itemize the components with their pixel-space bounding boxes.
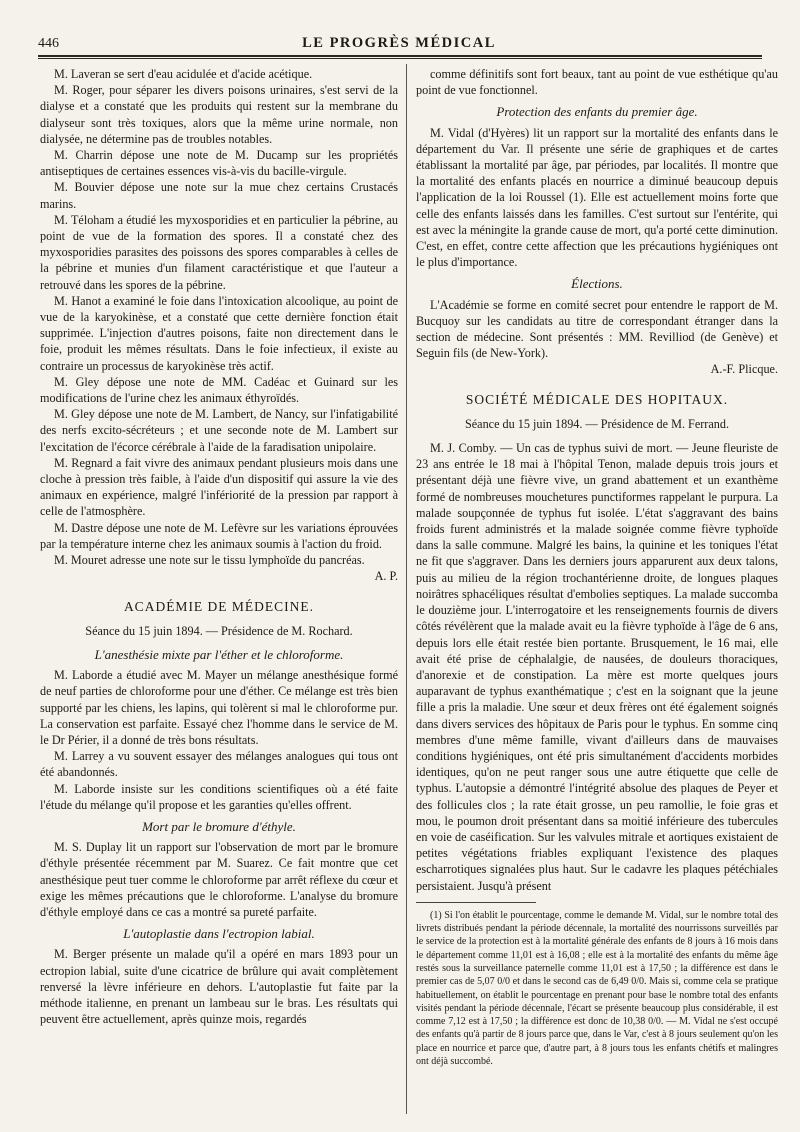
paragraph: M. Gley dépose une note de M. Lambert, de Nancy, sur l'infatigabilité des nerfs excito-sécréteurs ; et une seconde note de M. Lambert sur l'excitation de l'écorce cérébrale à l'aide de la faradisation unipolaire. — [40, 407, 398, 454]
paragraph: M. Dastre dépose une note de M. Lefèvre sur les variations éprouvées par la température interne chez les animaux soumis à l'action du froid. — [40, 520, 398, 551]
paragraph: M. Regnard a fait vivre des animaux pendant plusieurs mois dans une cloche à pression très faible, à l'aide d'un dispositif qui assure la vie des animaux en expérience, malgré l'infériorité de la pression par rapport à celle de l'atmosphère. — [40, 455, 398, 519]
footnote-rule — [416, 902, 536, 903]
paragraph: M. Larrey a vu souvent essayer des mélanges analogues qui tous ont été abandonnés. — [40, 749, 398, 780]
header-rule-thin — [38, 58, 762, 59]
paragraph: M. Gley dépose une note de MM. Cadéac et Guinard sur les modifications de l'urine chez les animaux éthyroïdés. — [40, 374, 398, 406]
seance-line: Séance du 15 juin 1894. — Présidence de M. Rochard. — [85, 623, 353, 638]
paragraph: M. Laborde insiste sur les conditions scientifiques où a été faite l'étude du mélange qu'il propose et les garanties qu'elles offrent. — [40, 781, 398, 812]
signature: A. P. — [374, 569, 398, 584]
paragraph: M. Hanot a examiné le foie dans l'intoxication alcoolique, au point de vue de la karyokinèse, et a constaté que cette dernière fonction était supprimée. L'injection d'autres poisons, faite non directement dans le foie, produit les mêmes résultats. Dans le foie infectieux, il existe au contraire un processus de karyokinèse très actif. — [40, 293, 398, 373]
paragraph: M. Charrin dépose une note de M. Ducamp sur les propriétés antiseptiques de certaines essences vis-à-vis du bacille-virgule. — [40, 148, 398, 179]
subheading: Élections. — [571, 276, 623, 292]
paragraph: comme définitifs sont fort beaux, tant au point de vue esthétique qu'au point de vue fonctionnel. — [416, 67, 778, 98]
subheading: L'anesthésie mixte par l'éther et le chloroforme. — [94, 646, 344, 662]
subheading: Protection des enfants du premier âge. — [496, 104, 698, 120]
paragraph: M. Laborde a étudié avec M. Mayer un mélange anesthésique formé de neuf parties de chloroforme pour une d'éther. Ce mélange est très bien supporté par les chiens, les lapins, qui tolèrent si mal le chloroforme pur. La conservation est parfaite. Essayé chez l'homme dans le service de M. le Dr Périer, il a donné de très bons résultats. — [40, 668, 398, 747]
page-header — [38, 30, 760, 52]
section-title: ACADÉMIE DE MÉDECINE. — [123, 598, 315, 614]
paragraph: M. Bouvier dépose une note sur la mue chez certains Crustacés marins. — [40, 180, 398, 211]
header-rule — [38, 55, 762, 57]
paragraph: M. J. Comby. — Un cas de typhus suivi de mort. — Jeune fleuriste de 23 ans entrée le 18 mai à l'hôpital Tenon, malade depuis trois jours et présentant déjà une fièvre vive, un grand abattement et un exanthème formé de nombreuses mouchetures punctiformes rappelant le purpura. La malade soupçonnée de typhus fut isolée. L'état s'aggravant des bains froids furent administrés et la malade soignée comme fièvre typhoïde dans la salle commune. Malgré les bains, la quinine et les toniques l'état ne fit que s'aggraver. Dans les derniers jours apparurent aux deux talons, puis au milieu de la région trochantérienne droite, de longues plaques noirâtres sphacéliques résultat d'embolies septiques. La malade succomba le douzième jour. L'interrogatoire et les renseignements fournis de divers côtés révélèrent que la malade avait eu la fièvre typhoïde à l'âge de 6 ans, depuis lors elle était restée bien portante. Brusquement, le 16 mai, elle avait été prise de céphalalgie, de nausées, de douleurs thoraciques, d'anorexie et de constipation. La mère est morte quelques jours auparavant de typhus exanthématique ; c'est en la soignant que la jeune fille a pris la maladie. Une sœur et deux frères ont été également soignés dans divers services des hôpitaux de Paris pour le typhus. En somme cinq membres d'une même famille, vivant d'ailleurs dans de mauvaises conditions hygiéniques, ont été pris simultanément d'accidents morbides identiques, qu'on ne peut ranger sous une autre étiquette que celle de typhus. L'autopsie a démontré l'intégrité absolue des plaques de Peyer et des follicules clos ; la rate était grosse, un peu ramollie, le foie gras et mou, le poumon droit présentant dans sa moitié inférieure des tubercules en voie de caséification. Sur les valvules mitrale et aortiques existaient de petites végétations friables expliquant l'existence des plaques escharrotiques signalées plus haut. Sur le cadavre les plaques pétéchiales persistaient. Jusqu'à présent — [416, 441, 778, 893]
paragraph: M. Laveran se sert d'eau acidulée et d'acide acétique. — [54, 67, 313, 81]
seance-line: Séance du 15 juin 1894. — Présidence de M. Ferrand. — [464, 416, 729, 431]
journal-title: LE PROGRÈS MÉDICAL — [302, 35, 496, 51]
left-column — [40, 66, 398, 1027]
section-title: SOCIÉTÉ MÉDICALE DES HOPITAUX. — [465, 391, 729, 407]
right-column — [416, 66, 778, 1068]
subheading: Mort par le bromure d'éthyle. — [142, 818, 296, 834]
column-divider — [406, 64, 407, 1114]
paragraph: M. Berger présente un malade qu'il a opéré en mars 1893 pour un ectropion labial, suite d'une cicatrice de brûlure qui avait complètement renversé la lèvre inférieure en dehors. L'autoplastie fut faite par la méthode italienne, en prenant un lambeau sur le bras. Les résultats qui peuvent être actuellement, après quinze mois, regardés — [40, 947, 398, 1027]
page-number: 446 — [38, 36, 59, 51]
paragraph: M. S. Duplay lit un rapport sur l'observation de mort par le bromure d'éthyle présentée récemment par M. Suarez. Ce fait montre que cet anesthésique peut tuer comme le chloroforme par arrêt réflexe du cœur et exige les mêmes précautions que le chloroforme. L'analyse du bromure d'éthyle employé dans ce cas a montré sa pureté parfaite. — [40, 840, 398, 919]
footnote: (1) Si l'on établit le pourcentage, comme le demande M. Vidal, sur le nombre total des livrets distribués pendant la période décennale, la mortalité des nourrissons surveillés par le service de la protection est à la mortalité générale des enfants de 8 jours à 16 mois dans le département comme 11,01 est à 16,08 ; elle est à la mortalité des enfants du même âge restés sous la surveillance paternelle comme 11,01 est à 17,50 ; la différence est dans le premier cas de 5,07 0/0 et dans le second cas de 6,49 0/0. Mais si, comme cela se pratique habituellement, on établit le pourcentage en prenant pour base le nombre total des enfants visités pendant la période décennale, l'écart se présente beaucoup plus considérable, il est comme 7,12 est à 17,50 ; la différence est donc de 10,38 0/0. — M. Vidal ne s'est occupé des enfants qu'à partir de 8 jours parce que, dans le Var, c'est à 8 jours seulement qu'on les place en nourrice et parce que, d'autre part, à 8 jours tous les enfants chétifs et malingres ont déjà succombé. — [416, 909, 778, 1068]
signature: A.-F. Plicque. — [710, 362, 778, 377]
subheading: L'autoplastie dans l'ectropion labial. — [123, 926, 315, 942]
paragraph: M. Téloham a étudié les myxosporidies et en particulier la pébrine, au point de vue de la formation des spores. Il a constaté chez des myxosporidies parasites des poissons des spores comparables à celles de la pébrine et munies d'un filament caractéristique et que l'auteur a retrouvé dans les spores de la pébrine. — [40, 212, 398, 292]
paragraph: L'Académie se forme en comité secret pour entendre le rapport de M. Bucquoy sur les candidats au titre de correspondant étranger dans la section de médecine. Sont présentés : MM. Revilliod (de Genève) et Seguin fils (de New-York). — [416, 297, 778, 361]
paragraph: M. Mouret adresse une note sur le tissu lymphoïde du pancréas. — [54, 553, 365, 568]
paragraph: M. Roger, pour séparer les divers poisons urinaires, s'est servi de la dialyse et a constaté que les produits qui restent sur la membrane du dialyseur sont très toxiques, alors que la même urine normale, non dialysée, ne détermine pas de troubles notables. — [40, 83, 398, 146]
paragraph: M. Vidal (d'Hyères) lit un rapport sur la mortalité des enfants dans le département du Var. Il présente une série de graphiques et de cartes établissant la mortalité par âge, par périodes, par localités. Il montre que la mortalité des enfants placés en nourrice a diminué beaucoup depuis l'application de la loi Roussel (1). Elle est actuellement moins forte que celle des enfants laissés dans les familles. C'est surtout sur l'entérite, qui est avec la méningite la grande cause de mort, qu'a porté cette diminution. C'est, en effet, contre cette affection que les précautions hygiéniques ont le plus d'importance. — [416, 125, 778, 270]
